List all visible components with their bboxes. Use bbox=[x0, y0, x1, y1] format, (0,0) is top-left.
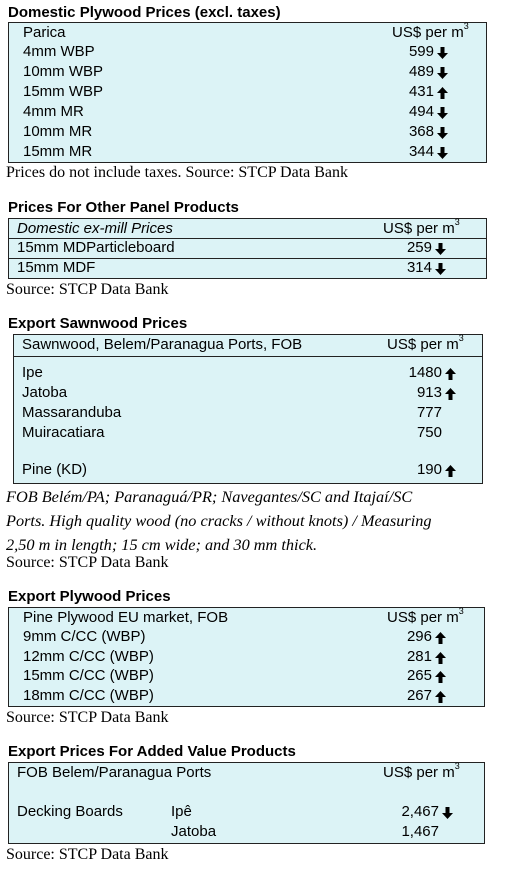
fob-description bbox=[6, 485, 518, 557]
row-value: 777 bbox=[416, 404, 442, 421]
table-export-plywood bbox=[8, 607, 485, 707]
row-label: Pine (KD) bbox=[22, 461, 88, 478]
table-row bbox=[9, 239, 486, 259]
row-value: 296 bbox=[406, 628, 432, 645]
table-other-panel bbox=[8, 218, 487, 279]
fob-line: Ports. High quality wood (no cracks / without knots) / Measuring bbox=[6, 511, 432, 530]
row-label: Jatoba bbox=[171, 823, 217, 840]
row-value: 344 bbox=[408, 143, 434, 160]
table-header bbox=[9, 606, 484, 629]
table-row bbox=[9, 83, 486, 103]
row-label: 12mm C/CC (WBP) bbox=[23, 647, 154, 665]
divider bbox=[14, 356, 482, 357]
arrow-up-icon bbox=[445, 368, 456, 380]
table-row bbox=[14, 364, 482, 384]
row-label: Ipê bbox=[171, 803, 192, 820]
row-value: 314 bbox=[406, 259, 432, 276]
table-row bbox=[9, 628, 484, 648]
note-export-sawnwood: Source: STCP Data Bank bbox=[6, 554, 169, 571]
row-label: 10mm WBP bbox=[23, 63, 104, 80]
table-row bbox=[14, 404, 482, 424]
row-value: 431 bbox=[408, 83, 434, 100]
table-header bbox=[9, 217, 486, 240]
row-label: 15mm C/CC (WBP) bbox=[23, 667, 154, 684]
row-label: 4mm MR bbox=[23, 103, 84, 120]
table-domestic-plywood bbox=[8, 22, 487, 163]
header-unit: US$ per $m^3$ bbox=[387, 606, 464, 626]
row-value: 1480 bbox=[408, 364, 442, 381]
note-export-plywood: Source: STCP Data Bank bbox=[6, 709, 169, 726]
table-row bbox=[14, 461, 482, 481]
table-row bbox=[9, 823, 484, 843]
row-value: 599 bbox=[408, 43, 434, 60]
row-label: Massaranduba bbox=[22, 404, 122, 421]
note-domestic-plywood: Prices do not include taxes. Source: STCP Data Bank bbox=[6, 164, 349, 181]
table-row bbox=[9, 687, 484, 707]
row-label: 15mm MDF bbox=[17, 259, 96, 276]
row-value: 281 bbox=[406, 647, 432, 665]
table-row bbox=[9, 143, 486, 163]
row-value: 489 bbox=[408, 63, 434, 80]
row-value: 190 bbox=[416, 461, 442, 478]
table-added-value bbox=[8, 762, 485, 844]
section-title-export-sawnwood: Export Sawnwood Prices bbox=[8, 315, 188, 332]
arrow-down-icon bbox=[437, 47, 448, 59]
table-row bbox=[9, 803, 484, 823]
header-unit: US$ per $m^3$ bbox=[383, 761, 460, 781]
table-row bbox=[14, 424, 482, 444]
row-label: Jatoba bbox=[22, 384, 68, 401]
table-row bbox=[9, 103, 486, 123]
note-other-panel: Source: STCP Data Bank bbox=[6, 281, 169, 298]
row-label: 15mm WBP bbox=[23, 83, 104, 100]
table-header bbox=[9, 21, 486, 44]
header-label: Domestic ex-mill Prices bbox=[17, 220, 173, 237]
row-value: 267 bbox=[406, 686, 432, 704]
arrow-up-icon bbox=[435, 652, 446, 664]
product-label: Decking Boards bbox=[17, 803, 123, 820]
row-label: 10mm MR bbox=[23, 123, 93, 140]
table-row bbox=[9, 43, 486, 63]
header-unit: US$ per $m^3$ bbox=[387, 333, 464, 353]
header-label: Sawnwood, Belem/Paranagua Ports, FOB bbox=[22, 336, 303, 353]
header-label: FOB Belem/Paranagua Ports bbox=[17, 764, 212, 781]
arrow-down-icon bbox=[437, 127, 448, 139]
header-unit: US$ per $m^3$ bbox=[383, 217, 460, 237]
row-value: 913 bbox=[416, 384, 442, 401]
row-label: Muiracatiara bbox=[22, 424, 105, 441]
arrow-up-icon bbox=[445, 388, 456, 400]
arrow-down-icon bbox=[437, 107, 448, 119]
header-unit: US$ per $m^3$ bbox=[392, 21, 469, 41]
fob-line: 2,50 m in length; 15 cm wide; and 30 mm thick. bbox=[6, 535, 318, 554]
section-title-export-plywood: Export Plywood Prices bbox=[8, 588, 171, 605]
arrow-down-icon bbox=[437, 147, 448, 159]
table-header bbox=[9, 761, 484, 784]
arrow-down-icon bbox=[435, 243, 446, 255]
row-value: 368 bbox=[408, 123, 434, 140]
row-value: 2,467 bbox=[401, 803, 439, 820]
row-label: 15mm MR bbox=[23, 143, 93, 160]
row-label: 9mm C/CC (WBP) bbox=[23, 628, 146, 645]
arrow-up-icon bbox=[435, 632, 446, 644]
section-title-other-panel: Prices For Other Panel Products bbox=[8, 199, 239, 216]
row-label: Ipe bbox=[22, 364, 43, 381]
section-title-domestic-plywood: Domestic Plywood Prices (excl. taxes) bbox=[8, 4, 281, 21]
row-value: 750 bbox=[416, 424, 442, 441]
table-header bbox=[14, 333, 482, 356]
header-label: Parica bbox=[23, 24, 66, 41]
table-export-sawnwood bbox=[13, 334, 483, 484]
table-row bbox=[9, 667, 484, 687]
arrow-up-icon bbox=[435, 671, 446, 683]
row-label: 18mm C/CC (WBP) bbox=[23, 686, 154, 704]
arrow-up-icon bbox=[445, 465, 456, 477]
row-value: 1,467 bbox=[401, 823, 439, 840]
arrow-down-icon bbox=[437, 67, 448, 79]
table-row bbox=[9, 648, 484, 668]
row-label: 15mm MDParticleboard bbox=[17, 239, 175, 256]
table-row bbox=[9, 63, 486, 83]
note-added-value: Source: STCP Data Bank bbox=[6, 846, 169, 863]
fob-line: FOB Belém/PA; Paranaguá/PR; Navegantes/SC and Itajaí/SC bbox=[6, 487, 413, 506]
row-value: 265 bbox=[406, 667, 432, 684]
arrow-up-icon bbox=[435, 691, 446, 703]
arrow-down-icon bbox=[435, 263, 446, 275]
row-value: 259 bbox=[406, 239, 432, 256]
section-title-added-value: Export Prices For Added Value Products bbox=[8, 743, 296, 760]
header-label: Pine Plywood EU market, FOB bbox=[23, 609, 229, 626]
arrow-down-icon bbox=[442, 807, 453, 819]
arrow-up-icon bbox=[437, 87, 448, 99]
row-label: 4mm WBP bbox=[23, 43, 95, 60]
table-row bbox=[14, 384, 482, 404]
row-value: 494 bbox=[408, 103, 434, 120]
table-row bbox=[9, 259, 486, 279]
table-row bbox=[9, 123, 486, 143]
